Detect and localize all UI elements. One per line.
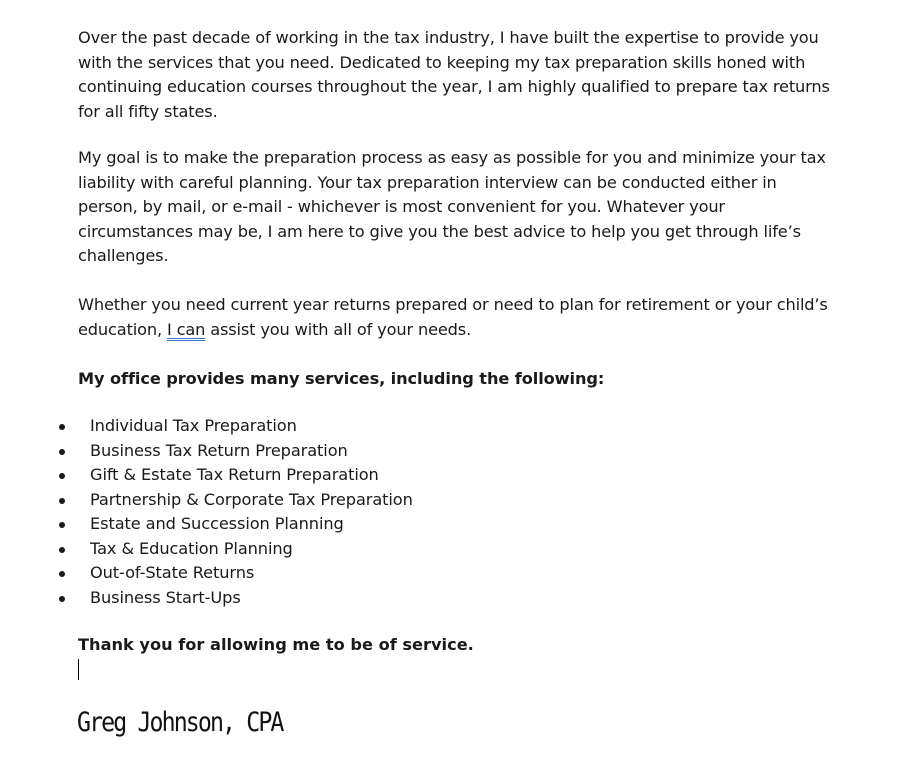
service-label: Business Start-Ups <box>90 587 241 607</box>
bullet-icon <box>59 547 65 553</box>
signature: Greg Johnson, CPA <box>77 707 283 738</box>
service-label: Tax & Education Planning <box>90 538 293 558</box>
service-label: Out-of-State Returns <box>90 563 255 582</box>
list-item <box>0 439 413 464</box>
bullet-icon <box>59 473 65 479</box>
service-label: Individual Tax Preparation <box>90 416 297 435</box>
bullet-icon <box>59 498 65 504</box>
thanks-line: Thank you for allowing me to be of service. <box>78 635 474 654</box>
intro-paragraph: Over the past decade of working in the tax industry, I have built the expertise to provide you with the services that you need. Dedicated to keeping my tax preparation skills honed with continuing education courses throughout the year, I am highly qualified to prepare tax returns for all fifty states. <box>78 28 830 121</box>
service-label: Business Tax Return Preparation <box>90 440 348 460</box>
needs-paragraph-line1: Whether you need current year returns prepared or need to plan for retirement or your child’s <box>78 295 828 314</box>
bullet-icon <box>59 522 65 528</box>
text-cursor <box>78 659 79 680</box>
services-list <box>0 414 413 610</box>
list-item <box>0 463 413 488</box>
needs-paragraph <box>78 293 878 342</box>
service-label: Partnership & Corporate Tax Preparation <box>90 489 413 509</box>
list-item <box>0 512 413 537</box>
service-label: Gift & Estate Tax Return Preparation <box>90 465 379 484</box>
list-item <box>0 537 413 562</box>
goal-paragraph: My goal is to make the preparation process as easy as possible for you and minimize your tax liability with careful planning. Your tax preparation interview can be conducted either in person, by mail, or e-mail - whichever is most convenient for you. Whatever your circumstances may be, I am here to give you the best advice to help you get through life’s challenges. <box>78 148 826 265</box>
bullet-icon <box>59 449 65 455</box>
list-item <box>0 488 413 513</box>
bullet-icon <box>59 571 65 577</box>
service-label: Estate and Succession Planning <box>90 514 344 533</box>
services-heading: My office provides many services, including the following: <box>78 369 605 388</box>
list-item <box>0 414 413 439</box>
bullet-icon <box>59 596 65 602</box>
grammar-flagged-text[interactable]: I can <box>166 319 206 339</box>
list-item <box>0 561 413 586</box>
bullet-icon <box>59 424 65 430</box>
needs-paragraph-prefix: education, <box>78 319 167 339</box>
needs-paragraph-suffix: assist you with all of your needs. <box>205 319 472 339</box>
list-item <box>0 586 413 611</box>
